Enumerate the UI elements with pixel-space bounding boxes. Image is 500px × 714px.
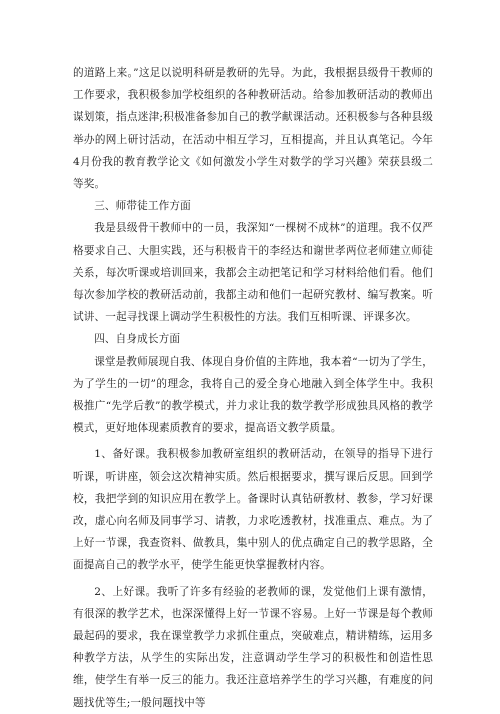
section-heading-self-growth: 四、自身成长方面	[94, 333, 181, 346]
paragraph-research-activities: 的道路上来。”这足以说明科研是教研的先导。为此，我根据县级骨干教师的工作要求，我积极参加学校组织的各种教研活动。给参加教研活动的教师出谋划策，指点迷津;积极准备参加自己的教学献课活动。还积极参与各种县级举办的网上研讨活动，在活动中相互学习，互相提高，并且认真笔记。今年4月份我的教育教学论文《如何激发小学生对数学的学习兴趣》荣获县级二等奖。	[73, 67, 433, 191]
document-page	[73, 62, 433, 714]
paragraph-teach-lessons: 2、上好课。我听了许多有经验的老教师的课，发觉他们上课有激情，有很深的教学艺术，也深深懂得上好一节课不容易。上好一节课是每个教师最起码的要求，我在课堂教学力求抓住重点，突破难点，精讲精练，运用多种教学方法，从学生的实际出发，注意调动学生学习的积极性和创造性思维，使学生有举一反三的能力。我还注意培养学生的学习兴趣，有难度的问题找优等生;一般问题找中等	[73, 585, 433, 709]
section-heading-mentoring: 三、师带徒工作方面	[94, 200, 191, 213]
paragraph-classroom: 课堂是教师展现自我、体现自身价值的主阵地，我本着“一切为了学生，为了学生的一切”的理念，我将自己的爱全身心地融入到全体学生中。我积极推广“先学后教”的教学模式，并力求让我的数学教学形成独具风格的教学模式，更好地体现素质教育的要求，提高语文教学质量。	[73, 355, 433, 435]
paragraph-mentoring: 我是县级骨干教师中的一员，我深知“一棵树不成林”的道理。我不仅严格要求自己、大胆实践，还与积极肯干的李经达和谢世孝两位老师建立师徒关系，每次听课或培训回来，我都会主动把笔记和学习材料给他们看。他们每次参加学校的教研活动前，我都主动和他们一起研究教材、编写教案。听试讲、一起寻找课上调动学生积极性的方法。我们互相听课、评课多次。	[73, 222, 433, 324]
paragraph-prepare-lessons: 1、备好课。我积极参加教研室组织的教研活动，在领导的指导下进行听课，听讲座，领会这次精神实质。然后根据要求，撰写课后反思。回到学校，我把学到的知识应用在教学上。备课时认真钻研教材、教参，学习好课改，虚心向名师及同事学习、请教，力求吃透教材，找准重点、难点。为了上好一节课，我查资料、做教具，集中别人的优点确定自己的教学思路，全面提高自己的教学水平，使学生能更快掌握教材内容。	[73, 448, 433, 572]
